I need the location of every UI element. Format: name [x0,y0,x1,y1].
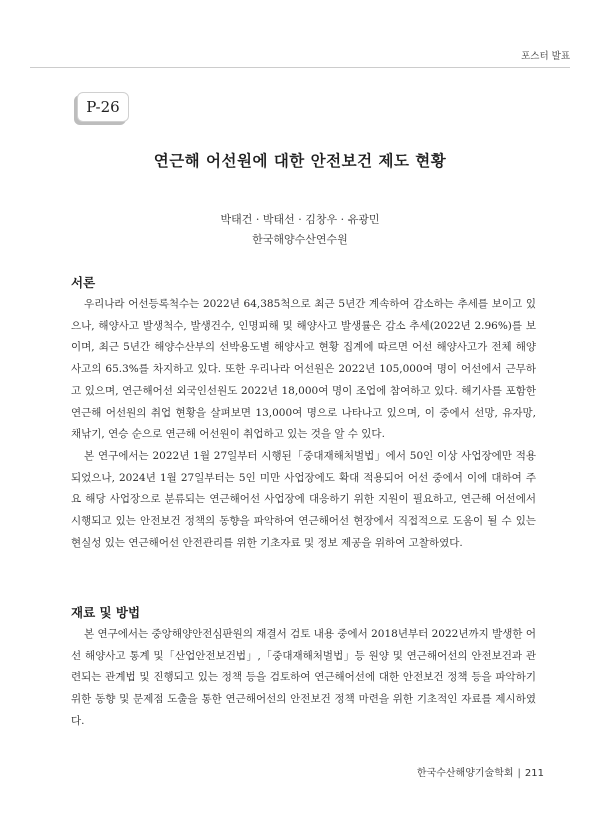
section-heading-methods: 재료 및 방법 [71,605,141,620]
society-name: 한국수산해양기술학회 [416,768,514,779]
paragraph: 본 연구에서는 2022년 1월 27일부터 시행된「중대재해처벌법」에서 50인 이상 사업장에만 적용되었으나, 2024년 1월 27일부터는 5인 미만 사업장에도 확대 적용되어 어선 중에서 이에 대하여 주요 해당 사업장으로 분류되는 연근해어선 사업장에 대응하기 위한 지원이 필요하고, 연근해 어선에서 시행되고 있는 안전보건 정책의 동향을 파악하여 연근해어선 현장에서 직접적으로 도움이 될 수 있는 현실성 있는 연근해어선 안전관리를 위한 기초자료 및 정보 제공을 위하여 고찰하였다. [71,449,536,549]
footer-separator: | [517,768,521,779]
paper-title: 연근해 어선원에 대한 안전보건 제도 현황 [153,151,447,170]
section-tag: 포스터 발표 [521,51,570,62]
page-footer [417,764,544,779]
header-divider [30,67,570,68]
poster-number-badge: P-26 [77,92,129,122]
section-body-methods [71,624,536,733]
paragraph: 본 연구에서는 중앙해양안전심판원의 재결서 검토 내용 중에서 2018년부터 2022년까지 발생한 어선 해양사고 통계 및「산업안전보건법」,「중대재해처벌법」등 원양 및 연근해어선의 안전보건과 관련되는 관계법 및 진행되고 있는 정책 등을 검토하여 연근해어선에 대한 안전보건 정책 등을 파악하기 위한 동향 및 문제점 도출을 통한 연근해어선의 안전보건 정책 마련을 위한 기초적인 자료를 제시하였다. [71,628,536,727]
paper-authors: 박태건 · 박태선 · 김창우 · 유광민 [220,213,380,226]
section-body-introduction [71,294,536,554]
section-heading-introduction: 서론 [71,275,96,290]
paper-affiliation: 한국해양수산연수원 [252,233,348,246]
paragraph: 우리나라 어선등록척수는 2022년 64,385척으로 최근 5년간 계속하여 감소하는 추세를 보이고 있으나, 해양사고 발생척수, 발생건수, 인명피해 및 해양사고 발생률은 감소 추세(2022년 2.96%)를 보이며, 최근 5년간 해양수산부의 선박용도별 해양사고 현황 집계에 따르면 어선 해양사고가 전체 해양사고의 65.3%를 차지하고 있다. 또한 우리나라 어선원은 2022년 105,000여 명이 어선에서 근무하고 있으며, 연근해어선 외국인선원도 2022년 18,000여 명이 조업에 참여하고 있다. 해기사를 포함한 연근해 어선원의 취업 현황을 살펴보면 13,000여 명으로 나타나고 있으며, 이 중에서 선망, 유자망, 채낚기, 연승 순으로 연근해 어선원이 취업하고 있는 것을 알 수 있다. [71,298,536,441]
page-number: 211 [524,768,544,779]
